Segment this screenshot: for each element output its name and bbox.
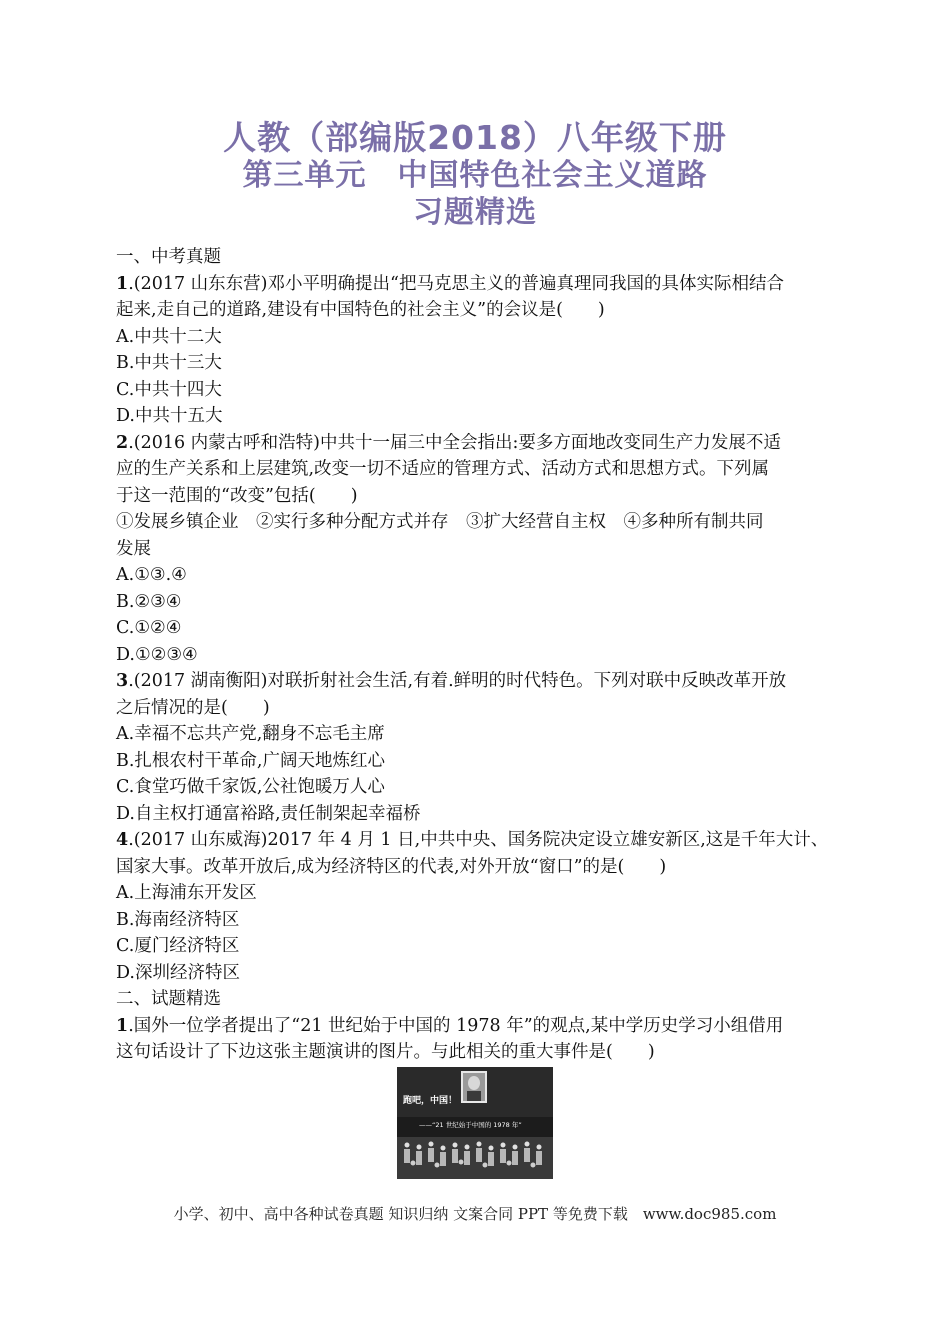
option: A.幸福不忘共产党,翻身不忘毛主席 (116, 724, 385, 744)
question-text: ①发展乡镇企业 ②实行多种分配方式并存 ③扩大经营自主权 ④多种所有制共同 (116, 512, 764, 532)
question-text: 应的生产关系和上层建筑,改变一切不适应的管理方式、活动方式和思想方式。下列属 (116, 459, 770, 479)
question-number: 2 (116, 432, 129, 453)
unit-title: 第三单元 中国特色社会主义道路 (242, 158, 708, 193)
option: C.厦门经济特区 (116, 936, 240, 956)
section-heading: 二、试题精选 (116, 989, 221, 1009)
photo-illustration (397, 1067, 553, 1179)
question-source: . (128, 1015, 134, 1036)
exercise-title: 习题精选 (413, 195, 537, 230)
question-text: 发展 (116, 538, 151, 559)
option: D.中共十五大 (116, 406, 223, 426)
question-number: 1 (116, 1015, 129, 1036)
document-body (116, 244, 840, 1066)
photo-caption-1: 跑吧，中国！ (403, 1096, 458, 1106)
question-stem (116, 271, 840, 298)
option: B.扎根农村干革命,广阔天地炼红心 (116, 750, 385, 771)
footer-text: 小学、初中、高中各种试卷真题 知识归纳 文案合同 PPT 等免费下载 www.doc985.com (173, 1205, 777, 1223)
question-stem (116, 668, 840, 695)
question-text: 邓小平明确提出“把马克思主义的普遍真理同我国的具体实际相结合 (267, 273, 784, 294)
question-text: 起来,走自己的道路,建设有中国特色的社会主义”的会议是( ) (116, 300, 605, 320)
photo-caption-2: ——“21 世纪始于中国的 1978 年” (419, 1121, 522, 1129)
question-text: 国外一位学者提出了“21 世纪始于中国的 1978 年”的观点,某中学历史学习小组借用 (133, 1015, 784, 1036)
section-heading: 一、中考真题 (116, 247, 221, 267)
question-text: 2017 年 4 月 1 日,中共中央、国务院决定设立雄安新区,这是千年大计、 (267, 830, 829, 850)
question-text: 中共十一届三中全会指出:要多方面地改变同生产力发展不适 (320, 432, 781, 453)
option: B.中共十三大 (116, 353, 222, 373)
question-source: .(2016 内蒙古呼和浩特) (128, 432, 321, 453)
question-stem (116, 430, 840, 457)
question-text: 于这一范围的“改变”包括( ) (116, 485, 358, 506)
option: C.①②④ (116, 618, 182, 638)
option: B.②③④ (116, 591, 182, 612)
option: D.深圳经济特区 (116, 962, 240, 983)
option: A.中共十二大 (116, 326, 222, 347)
option: D.自主权打通富裕路,责任制架起幸福桥 (116, 803, 421, 824)
question-text: 国家大事。改革开放后,成为经济特区的代表,对外开放“窗口”的是( ) (116, 856, 667, 877)
question-text: 对联折射社会生活,有着.鲜明的时代特色。下列对联中反映改革开放 (267, 671, 787, 691)
option: C.中共十四大 (116, 379, 222, 400)
question-source: .(2017 山东东营) (128, 273, 268, 294)
question-number: 3 (116, 671, 129, 691)
question-source: .(2017 湖南衡阳) (128, 671, 268, 691)
question-number: 1 (116, 273, 129, 294)
question-stem (116, 827, 840, 854)
title-block (0, 118, 950, 232)
option: A.①③.④ (116, 565, 187, 585)
speech-photo (397, 1067, 553, 1179)
question-number: 4 (116, 830, 129, 850)
option: D.①②③④ (116, 644, 198, 665)
option: B.海南经济特区 (116, 909, 240, 930)
option: A.上海浦东开发区 (116, 883, 257, 903)
question-stem (116, 1013, 840, 1040)
question-text: 这句话设计了下边这张主题演讲的图片。与此相关的重大事件是( ) (116, 1042, 655, 1062)
question-text: 之后情况的是( ) (116, 697, 270, 718)
option: C.食堂巧做千家饭,公社饱暖万人心 (116, 777, 385, 797)
document-title: 人教（部编版2018）八年级下册 (223, 118, 727, 157)
question-source: .(2017 山东威海) (128, 830, 268, 850)
